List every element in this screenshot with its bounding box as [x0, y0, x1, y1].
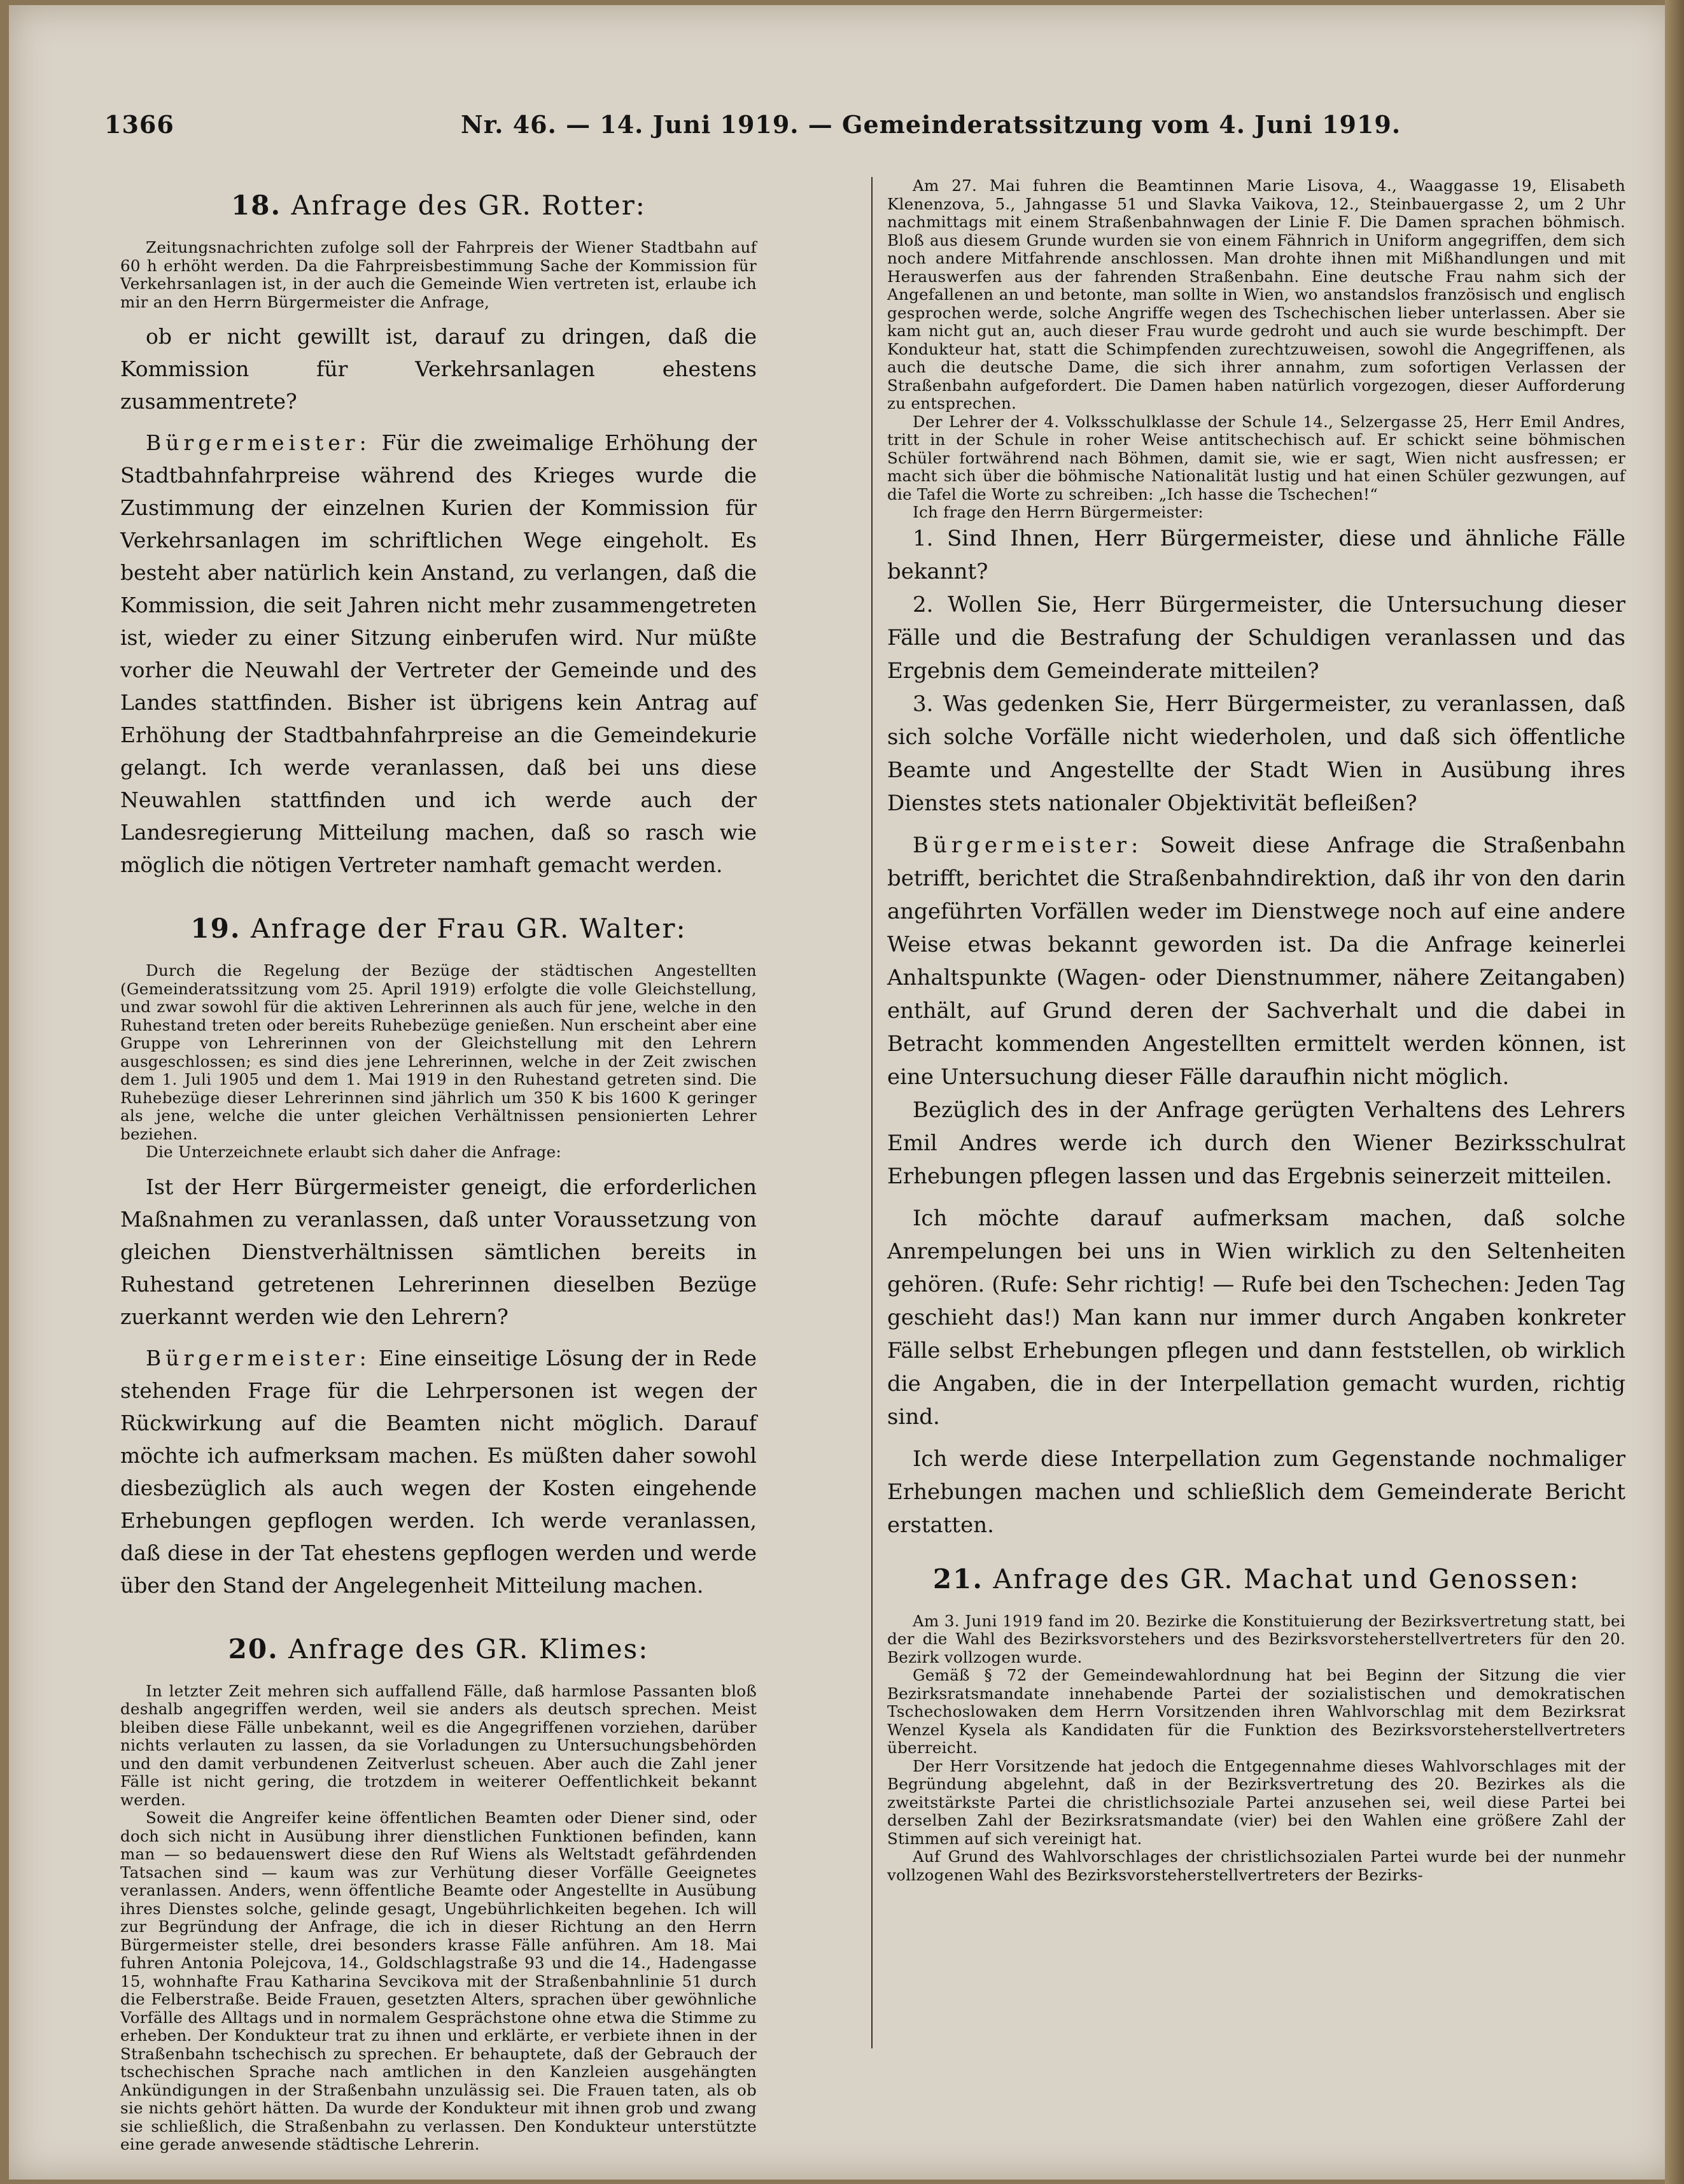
- inquiry-text: Gemäß § 72 der Gemeindewahlordnung hat bei Beginn der Sitzung die vier Bezirksratsmandate innehabende Partei der sozialistischen und demokratischen Tschechoslowaken dem Herrn Vorsitzenden ihren Wahlvorschlag mit dem Bezirksrat Wenzel Kysela als Kandidaten für die Funktion des Bezirksvorsteherstellvertreters überreicht.: [887, 1666, 1625, 1757]
- speaker-label: Bürgermeister:: [146, 1345, 371, 1370]
- section-number: 18.: [231, 190, 282, 221]
- inquiry-text: Ich frage den Herrn Bürgermeister:: [913, 503, 1203, 521]
- section-title: Anfrage der Frau GR. Walter:: [250, 913, 687, 944]
- section-21-heading: [887, 1563, 1625, 1595]
- speaker-label: Bürgermeister:: [913, 832, 1143, 858]
- answer-text: Ich werde diese Interpellation zum Gegenstande nochmaliger Erhebungen machen und schließlich dem Gemeinderate Bericht erstatten.: [887, 1446, 1625, 1538]
- section-20-heading: [120, 1633, 757, 1665]
- answer-text: Bezüglich des in der Anfrage gerügten Verhaltens des Lehrers Emil Andres werde ich durch den Wiener Bezirksschulrat Erhebungen pflegen lassen und das Ergebnis seinerzeit mitteilen.: [887, 1097, 1625, 1189]
- inquiry-question: 1. Sind Ihnen, Herr Bürgermeister, diese und ähnliche Fälle bekannt?: [887, 525, 1625, 584]
- inquiry-text: Soweit die Angreifer keine öffentlichen Beamten oder Diener sind, oder doch sich nicht in Ausübung ihrer dienstlichen Funktionen befinden, kann man — so bedauenswert diese den Ruf Wiens als Weltstadt gefährdenden Tatsachen sind — kaum was zur Verhütung dieser Vorfälle Geeignetes veranlassen. Anders, wenn öffentliche Beamte oder Angestellte in Ausübung ihres Dienstes solche, gelinde gesagt, Ungebührlichkeiten begehen. Ich will zur Begründung der Anfrage, die ich in dieser Richtung an den Herrn Bürgermeister stelle, drei besonders krasse Fälle anführen. Am 18. Mai fuhren Antonia Polejcova, 14., Goldschlagstraße 93 und die 14., Hadengasse 15, wohnhafte Frau Katharina Sevcikova mit der Straßenbahnlinie 51 durch die Felberstraße. Beide Frauen, gesetzten Alters, sprachen über gewöhnliche Vorfälle des Alltags und in normalem Gesprächstone ohne etwa die Stimme zu erheben. Der Kondukteur trat zu ihnen und erklärte, er verbiete ihnen in der Straßenbahn tschechisch zu sprechen. Er behauptete, daß der Gebrauch der tschechischen Sprache nach amtlichen in den Kanzleien ausgehängten Ankündigungen in der Straßenbahn unzulässig sei. Die Frauen taten, als ob sie nichts gehört hätten. Da wurde der Kondukteur mit ihnen grob und zwang sie schließlich, die Straßenbahn zu verlassen. Den Kondukteur unterstützte eine gerade anwesende städtische Lehrerin.: [120, 1808, 757, 2153]
- inquiry-question: 2. Wollen Sie, Herr Bürgermeister, die Untersuchung dieser Fälle und die Bestrafung der Schuldigen veranlassen und das Ergebnis dem Gemeinderate mitteilen?: [887, 591, 1625, 684]
- section-number: 20.: [228, 1633, 279, 1665]
- section-number: 19.: [190, 913, 241, 944]
- section-number: 21.: [932, 1563, 983, 1595]
- inquiry-text: Zeitungsnachrichten zufolge soll der Fahrpreis der Wiener Stadtbahn auf 60 h erhöht werden. Da die Fahrpreisbestimmung Sache der Kommission für Verkehrsanlagen ist, in der auch die Gemeinde Wien vertreten ist, erlaube ich mir an den Herrn Bürgermeister die Anfrage,: [120, 238, 757, 311]
- inquiry-text: Der Herr Vorsitzende hat jedoch die Entgegennahme dieses Wahlvorschlages mit der Begründung abgelehnt, daß in der Bezirksvertretung des 20. Bezirkes als die zweitstärkste Partei die christlichsoziale Partei anzusehen sei, weil diese Partei bei derselben Zahl der Bezirksratsmandate (vier) bei den Wahlen eine größere Zahl der Stimmen auf sich vereinigt hat.: [887, 1756, 1625, 1848]
- inquiry-question: ob er nicht gewillt ist, darauf zu dringen, daß die Kommission für Verkehrsanlagen ehestens zusammentrete?: [120, 324, 757, 414]
- section-title: Anfrage des GR. Machat und Genossen:: [993, 1563, 1580, 1595]
- speaker-label: Bürgermeister:: [146, 430, 371, 455]
- right-column: [887, 177, 1625, 1884]
- inquiry-text: In letzter Zeit mehren sich auffallend Fälle, daß harmlose Passanten bloß deshalb angegriffen werden, weil sie anders als deutsch sprechen. Meist bleiben diese Fälle unbekannt, weil es die Angegriffenen vorziehen, darüber nichts verlauten zu lassen, da sie Vorladungen zu Untersuchungsbehörden und den damit verbundenen Zeitverlust scheuen. Aber auch die Zahl jener Fälle ist nicht gering, die trotzdem in weiterer Oeffentlichkeit bekannt werden.: [120, 1681, 757, 1809]
- answer-text: Soweit diese Anfrage die Straßenbahn betrifft, berichtet die Straßenbahndirektion, daß ihr von den darin angeführten Vorfällen weder im Dienstwege noch auf eine andere Weise etwas bekannt geworden ist. Da die Anfrage keinerlei Anhaltspunkte (Wagen- oder Dienstnummer, nähere Zeitangaben) enthält, auf Grund deren der Sachverhalt und die dabei in Betracht kommenden Angestellten ermittelt werden können, ist eine Untersuchung dieser Fälle daraufhin nicht möglich.: [887, 832, 1625, 1090]
- inquiry-question: Ist der Herr Bürgermeister geneigt, die erforderlichen Maßnahmen zu veranlassen, daß unter Voraussetzung von gleichen Dienstverhältnissen sämtlichen bereits in Ruhestand getretenen Lehrerinnen dieselben Bezüge zuerkannt werden wie den Lehrern?: [120, 1174, 757, 1329]
- issue-line: Nr. 46. — 14. Juni 1919. — Gemeinderatssitzung vom 4. Juni 1919.: [461, 110, 1401, 139]
- mayor-answer: [120, 426, 757, 881]
- column-divider: [871, 177, 873, 2048]
- inquiry-text: Die Unterzeichnete erlaubt sich daher die Anfrage:: [146, 1143, 562, 1161]
- inquiry-text: Durch die Regelung der Bezüge der städtischen Angestellten (Gemeinderatssitzung vom 25. April 1919) erfolgte die volle Gleichstellung, und zwar sowohl für die aktiven Lehrerinnen als auch für jene, welche in den Ruhestand treten oder bereits Ruhebezüge genießen. Nun erscheint aber eine Gruppe von Lehrerinnen von der Gleichstellung mit den Lehrern ausgeschlossen; es sind dies jene Lehrerinnen, welche in der Zeit zwischen dem 1. Juli 1905 und dem 1. Mai 1919 in den Ruhestand getreten sind. Die Ruhebezüge dieser Lehrerinnen sind jährlich um 350 K bis 1600 K geringer als jene, welche die unter gleichen Verhältnissen pensionierten Lehrer beziehen.: [120, 961, 757, 1143]
- page-header: [104, 110, 1401, 155]
- answer-text: Eine einseitige Lösung der in Rede stehenden Frage für die Lehrpersonen ist wegen der Rückwirkung auf die Beamten nicht möglich. Darauf möchte ich aufmerksam machen. Es müßten daher sowohl diesbezüglich als auch wegen der Kosten eingehende Erhebungen gepflogen werden. Ich werde veranlassen, daß diese in der Tat ehestens gepflogen werden und werde über den Stand der Angelegenheit Mitteilung machen.: [120, 1345, 757, 1598]
- left-column: [120, 177, 757, 2154]
- page-edge: [1665, 0, 1684, 2184]
- section-title: Anfrage des GR. Rotter:: [291, 190, 646, 221]
- answer-text: Für die zweimalige Erhöhung der Stadtbahnfahrpreise während des Krieges wurde die Zustimmung der einzelnen Kurien der Kommission für Verkehrsanlagen im schriftlichen Wege eingeholt. Es besteht aber natürlich kein Anstand, zu verlangen, daß die Kommission, die seit Jahren nicht mehr zusammengetreten ist, wieder zu einer Sitzung einberufen wird. Nur müßte vorher die Neuwahl der Vertreter der Gemeinde und des Landes stattfinden. Bisher ist übrigens kein Antrag auf Erhöhung der Stadtbahnfahrpreise an die Gemeindekurie gelangt. Ich werde veranlassen, daß bei uns diese Neuwahlen stattfinden und ich werde auch der Landesregierung Mitteilung machen, daß so rasch wie möglich die nötigen Vertreter namhaft gemacht werden.: [120, 430, 757, 877]
- section-title: Anfrage des GR. Klimes:: [288, 1633, 649, 1665]
- newspaper-page: [9, 5, 1675, 2180]
- inquiry-text: Auf Grund des Wahlvorschlages der christlichsozialen Partei wurde bei der nunmehr vollzogenen Wahl des Bezirksvorsteherstellvertreters der Bezirks-: [887, 1847, 1625, 1884]
- section-19-heading: [120, 913, 757, 944]
- mayor-answer: [887, 829, 1625, 1094]
- inquiry-question: 3. Was gedenken Sie, Herr Bürgermeister, zu veranlassen, daß sich solche Vorfälle nicht wiederholen, und daß sich öffentliche Beamte und Angestellte der Stadt Wien in Ausübung ihres Dienstes stets nationaler Objektivität befleißen?: [887, 691, 1625, 816]
- section-18-heading: [120, 190, 757, 221]
- inquiry-text: Am 3. Juni 1919 fand im 20. Bezirke die Konstituierung der Bezirksvertretung statt, bei der die Wahl des Bezirksvorstehers und des Bezirksvorsteherstellvertreters für den 20. Bezirk vollzogen wurde.: [887, 1611, 1625, 1666]
- inquiry-text: Am 27. Mai fuhren die Beamtinnen Marie Lisova, 4., Waaggasse 19, Elisabeth Klenenzova, 5., Jahngasse 51 und Slavka Vaikova, 12., Steinbauergasse 2, um 2 Uhr nachmittags mit einem Straßenbahnwagen der Linie F. Die Damen sprachen böhmisch. Bloß aus diesem Grunde wurden sie von einem Fähnrich in Uniform angegriffen, dem sich noch andere Mitfahrende anschlossen. Man drohte ihnen mit Mißhandlungen und mit Herauswerfen aus der fahrenden Straßenbahn. Eine deutsche Frau nahm sich der Angefallenen an und betonte, man sollte in Wien, wo anstandslos französisch und englisch gesprochen werde, solche Angriffe wegen des Tschechischen lieber unterlassen. Aber sie kam nicht gut an, auch dieser Frau wurde gedroht und auch sie wurde beschimpft. Der Kondukteur hat, statt die Schimpfenden zurechtzuweisen, sowohl die Angegriffenen, als auch die deutsche Dame, die sich ihrer annahm, zum sofortigen Verlassen der Straßenbahn aufgefordert. Die Damen haben natürlich vorgezogen, dieser Aufforderung zu entsprechen.: [887, 176, 1625, 412]
- inquiry-text: Der Lehrer der 4. Volksschulklasse der Schule 14., Selzergasse 25, Herr Emil Andres, tritt in der Schule in roher Weise antitschechisch auf. Er schickt seine böhmischen Schüler fortwährend nach Böhmen, damit sie, wie er sagt, Wien nicht ausfressen; er macht sich über die böhmische Nationalität lustig und hat einen Schüler gezwungen, auf die Tafel die Worte zu schreiben: „Ich hasse die Tschechen!“: [887, 412, 1625, 504]
- answer-text: Ich möchte darauf aufmerksam machen, daß solche Anrempelungen bei uns in Wien wirklich zu den Seltenheiten gehören. (Rufe: Sehr richtig! — Rufe bei den Tschechen: Jeden Tag geschieht das!) Man kann nur immer durch Angaben konkreter Fälle selbst Erhebungen pflegen und dann feststellen, ob wirklich die Angaben, die in der Interpellation gemacht wurden, richtig sind.: [887, 1205, 1625, 1430]
- mayor-answer: [120, 1342, 757, 1602]
- page-number: 1366: [104, 110, 174, 139]
